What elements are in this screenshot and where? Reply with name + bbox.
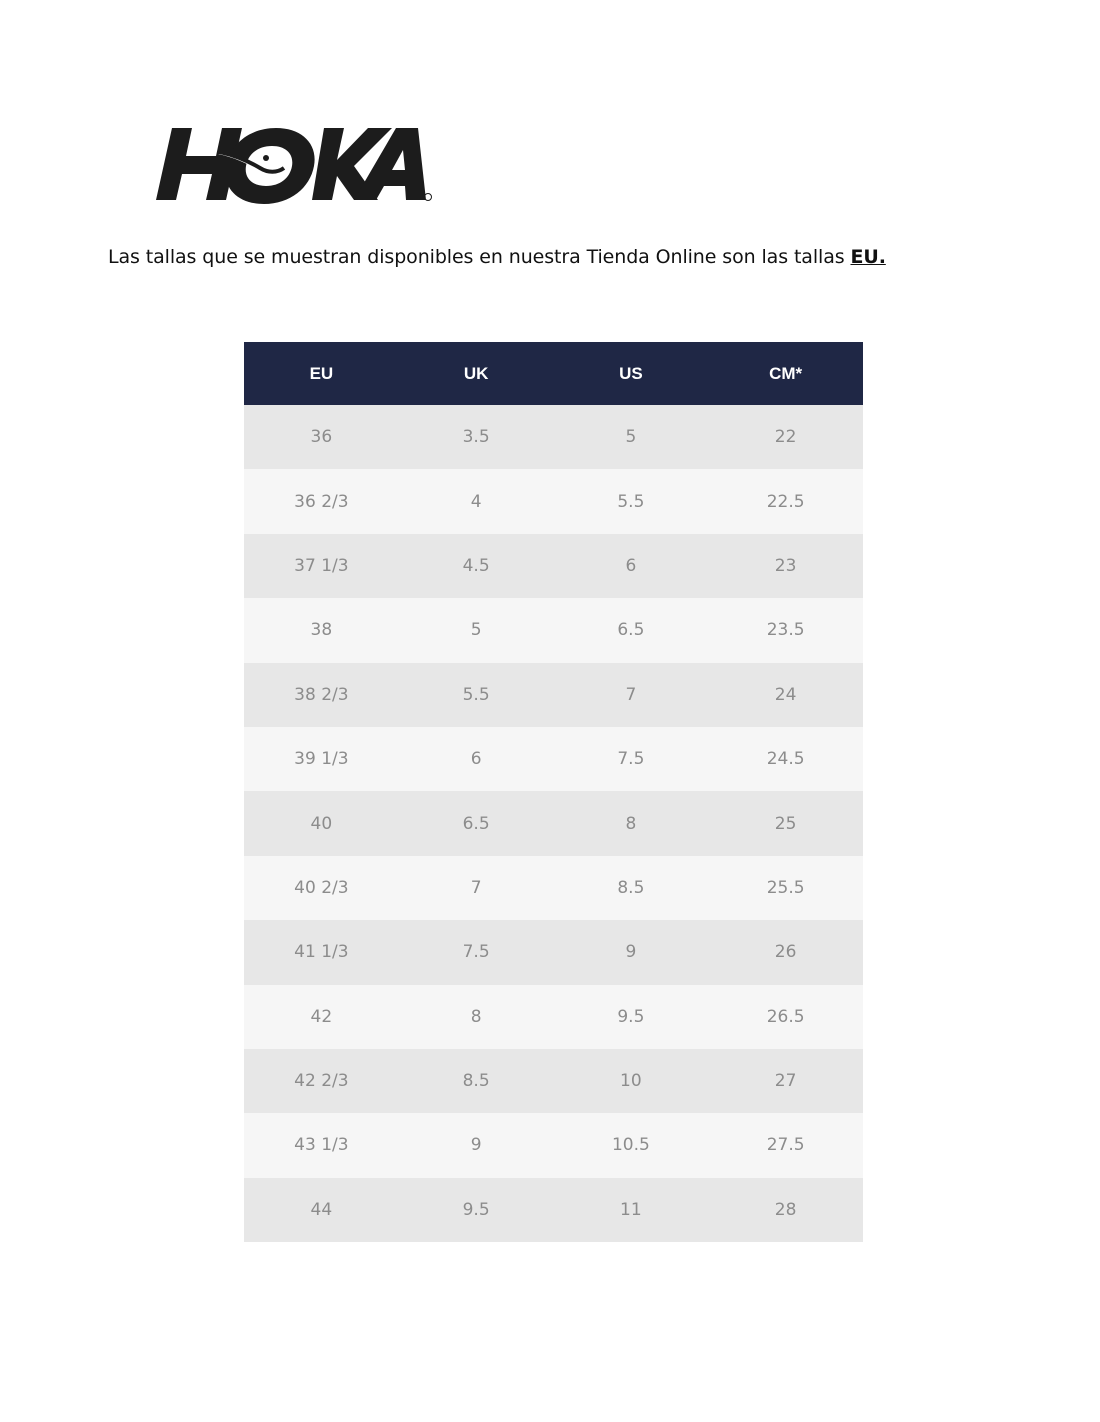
cell-us: 7.5 xyxy=(554,727,709,791)
header-us: US xyxy=(554,342,709,405)
cell-eu: 39 1/3 xyxy=(244,727,399,791)
cell-cm: 23.5 xyxy=(708,598,863,662)
table-row xyxy=(244,920,863,984)
table-row xyxy=(244,663,863,727)
table-row xyxy=(244,985,863,1049)
table-header-row xyxy=(244,342,863,405)
cell-eu: 42 xyxy=(244,985,399,1049)
cell-eu: 38 2/3 xyxy=(244,663,399,727)
cell-uk: 9 xyxy=(399,1113,554,1177)
cell-us: 8 xyxy=(554,791,709,855)
table-row xyxy=(244,791,863,855)
cell-uk: 8.5 xyxy=(399,1049,554,1113)
cell-uk: 5.5 xyxy=(399,663,554,727)
table-row xyxy=(244,1049,863,1113)
table-row xyxy=(244,856,863,920)
table-row xyxy=(244,598,863,662)
cell-eu: 36 2/3 xyxy=(244,469,399,533)
cell-eu: 40 2/3 xyxy=(244,856,399,920)
cell-uk: 5 xyxy=(399,598,554,662)
table-row xyxy=(244,469,863,533)
cell-eu: 37 1/3 xyxy=(244,534,399,598)
cell-eu: 41 1/3 xyxy=(244,920,399,984)
table-row xyxy=(244,405,863,469)
cell-cm: 26.5 xyxy=(708,985,863,1049)
cell-us: 11 xyxy=(554,1178,709,1242)
cell-us: 6.5 xyxy=(554,598,709,662)
cell-cm: 25 xyxy=(708,791,863,855)
cell-us: 5 xyxy=(554,405,709,469)
cell-cm: 24 xyxy=(708,663,863,727)
cell-eu: 42 2/3 xyxy=(244,1049,399,1113)
cell-cm: 27.5 xyxy=(708,1113,863,1177)
cell-cm: 23 xyxy=(708,534,863,598)
table-row xyxy=(244,1178,863,1242)
header-cm: CM* xyxy=(708,342,863,405)
table-row xyxy=(244,1113,863,1177)
cell-uk: 7.5 xyxy=(399,920,554,984)
cell-us: 9.5 xyxy=(554,985,709,1049)
cell-uk: 6.5 xyxy=(399,791,554,855)
cell-uk: 3.5 xyxy=(399,405,554,469)
cell-us: 5.5 xyxy=(554,469,709,533)
header-eu: EU xyxy=(244,342,399,405)
cell-cm: 24.5 xyxy=(708,727,863,791)
cell-uk: 6 xyxy=(399,727,554,791)
cell-us: 7 xyxy=(554,663,709,727)
cell-cm: 22.5 xyxy=(708,469,863,533)
size-notice-text: Las tallas que se muestran disponibles en nuestra Tienda Online son las tallas xyxy=(108,246,851,268)
cell-eu: 44 xyxy=(244,1178,399,1242)
cell-us: 8.5 xyxy=(554,856,709,920)
cell-cm: 22 xyxy=(708,405,863,469)
cell-uk: 9.5 xyxy=(399,1178,554,1242)
table-body xyxy=(244,405,863,1242)
cell-us: 9 xyxy=(554,920,709,984)
size-notice-emphasis: EU. xyxy=(850,246,886,268)
size-notice xyxy=(108,246,1008,268)
cell-uk: 4.5 xyxy=(399,534,554,598)
cell-uk: 4 xyxy=(399,469,554,533)
cell-us: 10 xyxy=(554,1049,709,1113)
hoka-logo xyxy=(156,124,436,206)
cell-uk: 7 xyxy=(399,856,554,920)
cell-cm: 25.5 xyxy=(708,856,863,920)
table-row xyxy=(244,727,863,791)
cell-cm: 27 xyxy=(708,1049,863,1113)
size-conversion-table xyxy=(244,342,863,1242)
header-uk: UK xyxy=(399,342,554,405)
cell-eu: 36 xyxy=(244,405,399,469)
cell-uk: 8 xyxy=(399,985,554,1049)
cell-eu: 43 1/3 xyxy=(244,1113,399,1177)
cell-us: 10.5 xyxy=(554,1113,709,1177)
cell-cm: 26 xyxy=(708,920,863,984)
cell-eu: 38 xyxy=(244,598,399,662)
cell-eu: 40 xyxy=(244,791,399,855)
cell-us: 6 xyxy=(554,534,709,598)
cell-cm: 28 xyxy=(708,1178,863,1242)
table-row xyxy=(244,534,863,598)
